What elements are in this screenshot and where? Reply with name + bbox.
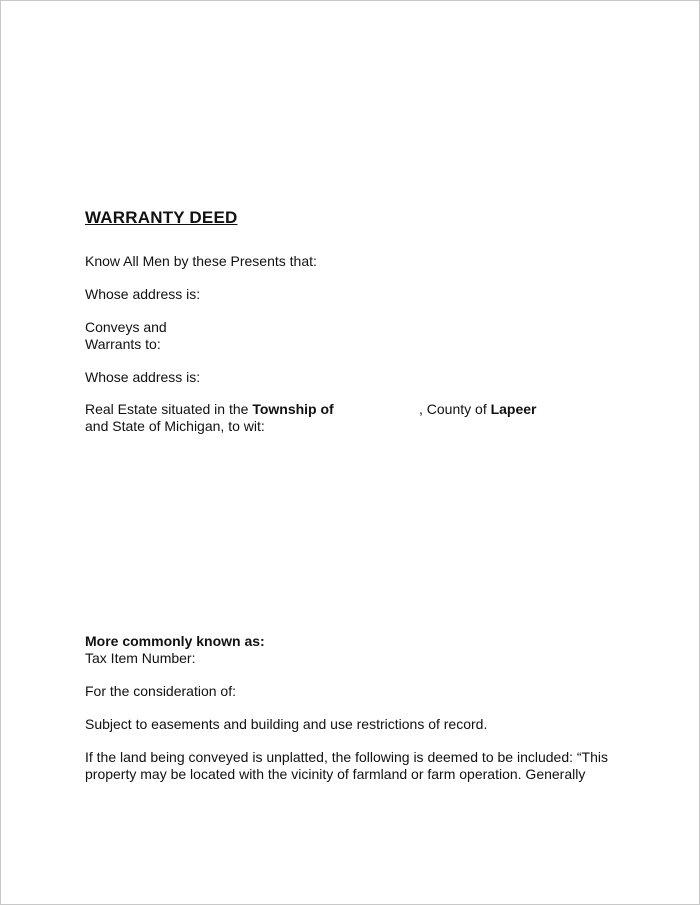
conveys-label: Conveys and <box>85 319 167 335</box>
unplatted-text-line2: property may be located with the vicinity of farmland or farm operation. Generally <box>85 766 586 782</box>
subject-to-text: Subject to easements and building and use restrictions of record. <box>85 716 488 732</box>
known-as-heading: More commonly known as: <box>85 633 265 649</box>
real-estate-prefix: Real Estate situated in the <box>85 401 253 417</box>
tax-item-label: Tax Item Number: <box>85 650 196 666</box>
consideration-label: For the consideration of: <box>85 683 236 699</box>
township-label: Township of <box>252 401 334 417</box>
real-estate-line <box>85 401 334 418</box>
state-line: and State of Michigan, to wit: <box>85 418 265 434</box>
county-prefix: , County of <box>419 401 491 417</box>
county-name: Lapeer <box>490 401 537 417</box>
grantor-address-label: Whose address is: <box>85 286 201 302</box>
warrants-label: Warrants to: <box>85 336 161 352</box>
grantee-address-label: Whose address is: <box>85 369 201 385</box>
county-line <box>419 401 537 418</box>
document-title: WARRANTY DEED <box>85 208 238 227</box>
intro-text: Know All Men by these Presents that: <box>85 253 317 269</box>
unplatted-text-line1: If the land being conveyed is unplatted, the following is deemed to be included: “This <box>85 749 608 765</box>
